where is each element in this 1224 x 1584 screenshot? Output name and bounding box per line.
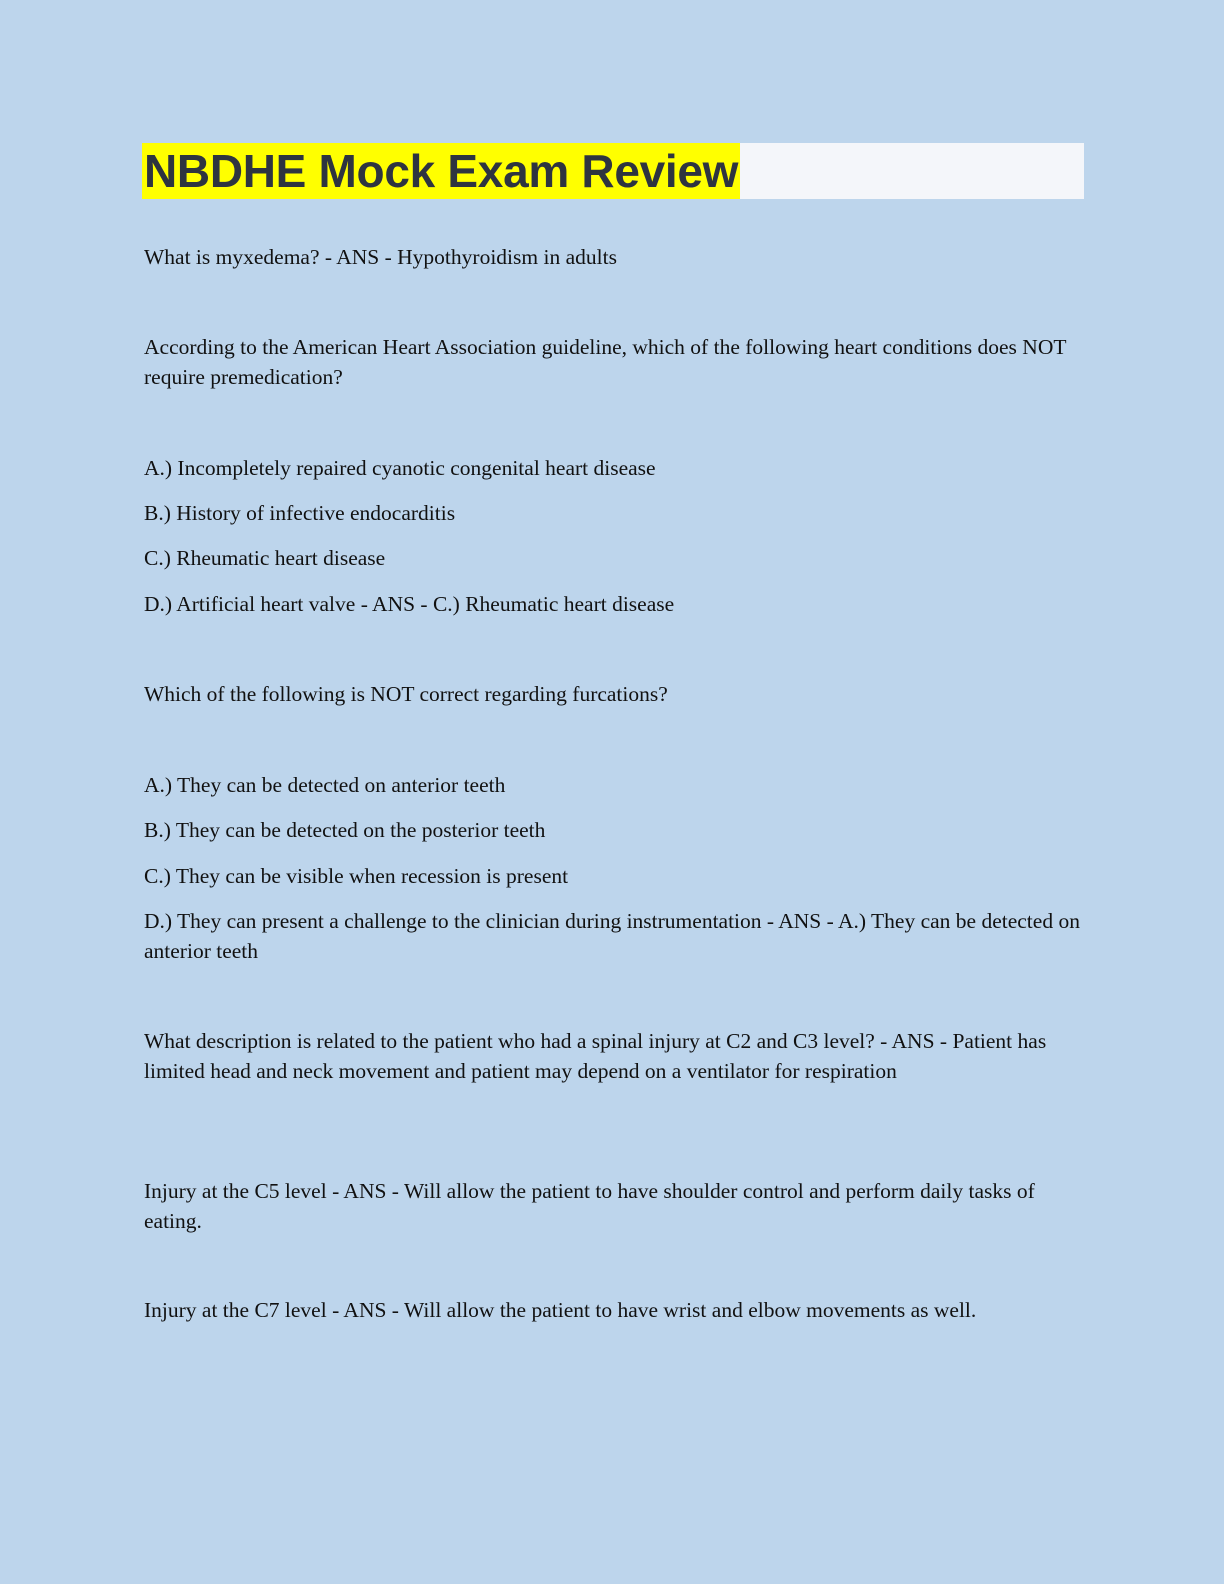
option-a-premedication: A.) Incompletely repaired cyanotic congenital heart disease (144, 456, 656, 480)
qa-spinal-c5: Injury at the C5 level - ANS - Will allow the patient to have shoulder control and perform daily tasks of eating. (144, 1179, 1035, 1233)
question-furcations: Which of the following is NOT correct regarding furcations? (144, 682, 668, 706)
option-d-premedication-answer: D.) Artificial heart valve - ANS - C.) Rheumatic heart disease (144, 592, 675, 616)
option-d-furcations-answer: D.) They can present a challenge to the clinician during instrumentation - ANS - A.) They can be detected on anterior teeth (144, 909, 1080, 963)
option-c-furcations: C.) They can be visible when recession is present (144, 864, 569, 888)
option-c-premedication: C.) Rheumatic heart disease (144, 546, 386, 570)
qa-myxedema: What is myxedema? - ANS - Hypothyroidism in adults (144, 245, 617, 269)
option-b-furcations: B.) They can be detected on the posterior teeth (144, 818, 546, 842)
document-title: NBDHE Mock Exam Review (144, 145, 739, 197)
option-b-premedication: B.) History of infective endocarditis (144, 501, 456, 525)
qa-spinal-c7: Injury at the C7 level - ANS - Will allow the patient to have wrist and elbow movements as well. (144, 1298, 977, 1322)
qa-spinal-c2-c3: What description is related to the patient who had a spinal injury at C2 and C3 level? - ANS - Patient has limited head and neck movement and patient may depend on a ventilator for respiration (144, 1029, 1047, 1083)
title-box (142, 143, 1084, 199)
option-a-furcations: A.) They can be detected on anterior teeth (144, 773, 506, 797)
question-premedication: According to the American Heart Association guideline, which of the following heart conditions does NOT require premedication? (144, 335, 1067, 389)
